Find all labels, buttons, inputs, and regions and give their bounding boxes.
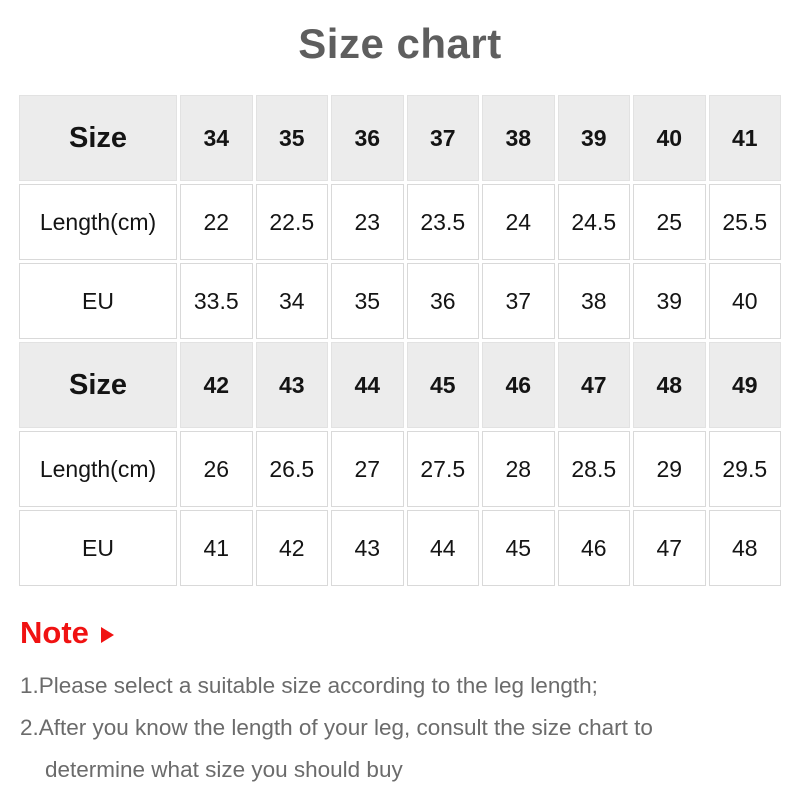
cell-value: 28	[482, 431, 555, 507]
cell-value: 36	[407, 263, 480, 339]
size-header-value: 42	[180, 342, 253, 428]
note-heading-label: Note	[20, 615, 89, 650]
cell-value: 48	[709, 510, 782, 586]
length-row-1	[19, 184, 781, 260]
size-header-value: 36	[331, 95, 404, 181]
size-header-value: 35	[256, 95, 329, 181]
note-items	[20, 665, 800, 791]
row-label: EU	[19, 510, 177, 586]
row-label: Length(cm)	[19, 184, 177, 260]
cell-value: 26	[180, 431, 253, 507]
cell-value: 22	[180, 184, 253, 260]
note-item: 2.After you know the length of your leg, consult the size chart to	[20, 715, 653, 740]
cell-value: 46	[558, 510, 631, 586]
cell-value: 40	[709, 263, 782, 339]
size-header-row-1	[19, 95, 781, 181]
size-header-label: Size	[19, 342, 177, 428]
size-header-value: 39	[558, 95, 631, 181]
cell-value: 44	[407, 510, 480, 586]
eu-row-1	[19, 263, 781, 339]
cell-value: 22.5	[256, 184, 329, 260]
cell-value: 35	[331, 263, 404, 339]
note-item: 1.Please select a suitable size according to the leg length;	[20, 673, 598, 698]
size-header-value: 46	[482, 342, 555, 428]
size-header-value: 43	[256, 342, 329, 428]
size-header-row-2	[19, 342, 781, 428]
note-heading	[20, 615, 800, 651]
cell-value: 27	[331, 431, 404, 507]
cell-value: 29.5	[709, 431, 782, 507]
eu-row-2	[19, 510, 781, 586]
note-section	[20, 615, 800, 791]
cell-value: 24	[482, 184, 555, 260]
row-label: Length(cm)	[19, 431, 177, 507]
size-table	[16, 92, 784, 589]
size-header-value: 49	[709, 342, 782, 428]
size-header-label: Size	[19, 95, 177, 181]
cell-value: 27.5	[407, 431, 480, 507]
row-label: EU	[19, 263, 177, 339]
size-header-value: 41	[709, 95, 782, 181]
size-header-value: 34	[180, 95, 253, 181]
cell-value: 24.5	[558, 184, 631, 260]
cell-value: 29	[633, 431, 706, 507]
size-header-value: 44	[331, 342, 404, 428]
cell-value: 45	[482, 510, 555, 586]
cell-value: 47	[633, 510, 706, 586]
cell-value: 39	[633, 263, 706, 339]
cell-value: 43	[331, 510, 404, 586]
cell-value: 41	[180, 510, 253, 586]
cell-value: 25	[633, 184, 706, 260]
cell-value: 37	[482, 263, 555, 339]
cell-value: 38	[558, 263, 631, 339]
size-header-value: 48	[633, 342, 706, 428]
note-arrow-icon	[101, 627, 114, 643]
size-header-value: 37	[407, 95, 480, 181]
cell-value: 26.5	[256, 431, 329, 507]
size-header-value: 40	[633, 95, 706, 181]
cell-value: 23	[331, 184, 404, 260]
cell-value: 34	[256, 263, 329, 339]
page-title: Size chart	[298, 20, 502, 67]
length-row-2	[19, 431, 781, 507]
size-header-value: 47	[558, 342, 631, 428]
cell-value: 42	[256, 510, 329, 586]
size-header-value: 45	[407, 342, 480, 428]
note-item: determine what size you should buy	[45, 757, 403, 782]
cell-value: 23.5	[407, 184, 480, 260]
cell-value: 28.5	[558, 431, 631, 507]
cell-value: 25.5	[709, 184, 782, 260]
cell-value: 33.5	[180, 263, 253, 339]
size-header-value: 38	[482, 95, 555, 181]
